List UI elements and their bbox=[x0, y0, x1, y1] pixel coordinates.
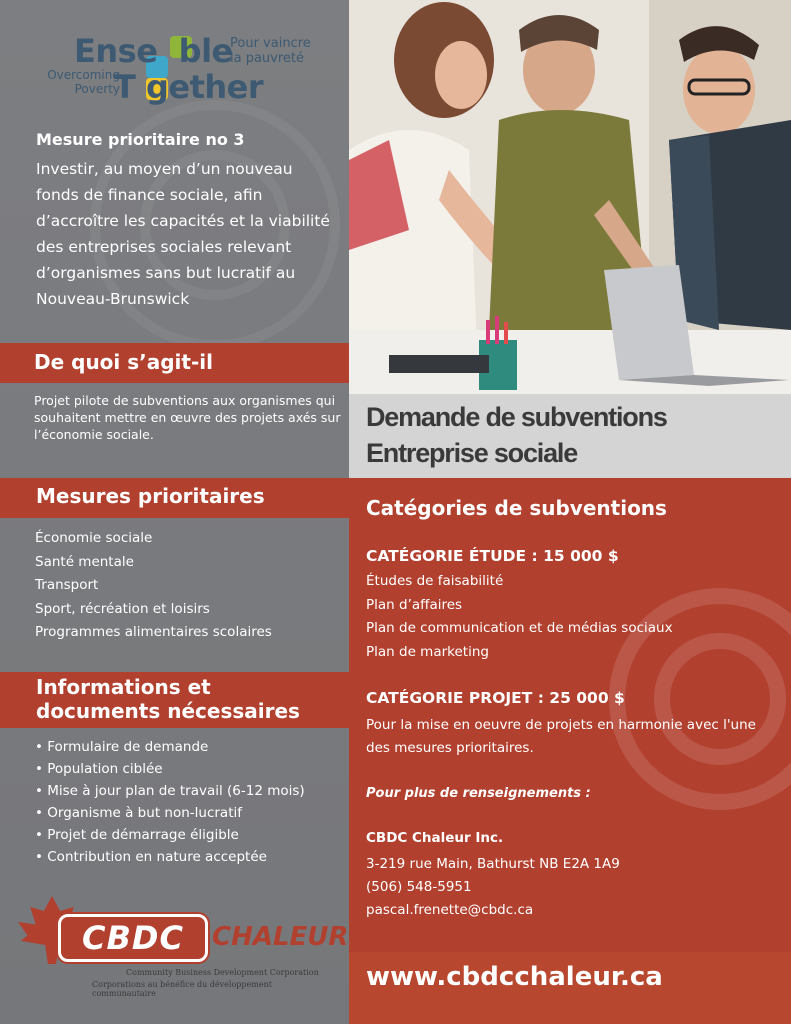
photo-illustration bbox=[349, 0, 791, 394]
projet-text: Pour la mise en oeuvre de projets en harmonie avec l'une des mesures prioritaires. bbox=[366, 717, 756, 756]
mesure-title: Mesure prioritaire no 3 bbox=[36, 130, 245, 149]
list-item: Santé mentale bbox=[35, 553, 134, 570]
cbdc-badge bbox=[58, 914, 208, 962]
page-title-line2: Entreprise sociale bbox=[366, 438, 578, 468]
etude-list bbox=[366, 571, 673, 665]
heading-text: Informations et documents nécessaires bbox=[36, 675, 300, 723]
team-photo bbox=[349, 0, 791, 394]
list-item: • Organisme à but non-lucratif bbox=[35, 805, 242, 821]
list-item: Plan de marketing bbox=[366, 643, 489, 660]
website-link[interactable]: www.cbdcchaleur.ca bbox=[366, 962, 663, 992]
categories-heading: Catégories de subventions bbox=[366, 496, 667, 520]
list-item: • Population ciblée bbox=[35, 761, 163, 777]
section-heading-informations bbox=[0, 672, 349, 728]
list-item: • Projet de démarrage éligible bbox=[35, 827, 239, 843]
list-item: Transport bbox=[35, 577, 99, 593]
quoi-text: Projet pilote de subventions aux organismes qui souhaitent mettre en œuvre des projets axés sur l’économie sociale. bbox=[34, 393, 341, 442]
logo-ensemble: Ense ble bbox=[74, 32, 233, 70]
list-item: Sport, récréation et loisirs bbox=[35, 600, 210, 617]
logo-together: T gether bbox=[114, 68, 264, 106]
list-item: Économie sociale bbox=[35, 530, 153, 546]
list-item: Plan de communication et de médias sociaux bbox=[366, 620, 673, 636]
list-item: Programmes alimentaires scolaires bbox=[35, 624, 272, 640]
cbdc-text: CBDC bbox=[82, 919, 184, 957]
heading-text: Mesures prioritaires bbox=[36, 484, 265, 508]
left-panel bbox=[0, 0, 349, 1024]
contact-block bbox=[366, 853, 620, 922]
logo-overcoming-poverty: Overcoming Poverty bbox=[47, 68, 120, 96]
phone: (506) 548-5951 bbox=[366, 879, 472, 895]
section-heading-quoi bbox=[0, 343, 349, 383]
list-item: • Mise à jour plan de travail (6-12 mois) bbox=[35, 783, 305, 799]
logo-pour-vaincre: Pour vaincre la pauvreté bbox=[230, 36, 311, 66]
more-info-label: Pour plus de renseignements : bbox=[366, 786, 591, 801]
mesure-text: Investir, au moyen d’un nouveau fonds de finance sociale, afin d’accroître les capacités et la viabilité des entreprises sociales relevant d’organismes sans but lucratif au Nouveau-Brunswick bbox=[36, 160, 330, 308]
address: 3-219 rue Main, Bathurst NB E2A 1A9 bbox=[366, 856, 620, 872]
list-item: • Contribution en nature acceptée bbox=[35, 849, 267, 865]
projet-heading: CATÉGORIE PROJET : 25 000 $ bbox=[366, 689, 625, 707]
org-name: CBDC Chaleur Inc. bbox=[366, 830, 504, 846]
mesures-list bbox=[35, 528, 272, 646]
corp-english: Community Business Development Corporation bbox=[126, 968, 319, 977]
email-link[interactable]: pascal.frenette@cbdc.ca bbox=[366, 902, 534, 918]
ensemble-together-logo bbox=[30, 30, 330, 110]
corp-french: Corporations au bénéfice du développement communautaire bbox=[92, 980, 272, 998]
chaleur-text: CHALEUR bbox=[212, 922, 349, 952]
list-item: • Formulaire de demande bbox=[35, 739, 209, 755]
etude-heading: CATÉGORIE ÉTUDE : 15 000 $ bbox=[366, 547, 619, 565]
cbdc-chaleur-logo bbox=[18, 896, 349, 998]
heading-text: De quoi s’agit-il bbox=[34, 350, 213, 374]
informations-list bbox=[35, 737, 305, 869]
page-title-line1: Demande de subventions bbox=[366, 402, 667, 432]
list-item: Plan d’affaires bbox=[366, 596, 463, 613]
section-heading-mesures bbox=[0, 478, 349, 518]
list-item: Études de faisabilité bbox=[366, 573, 504, 589]
